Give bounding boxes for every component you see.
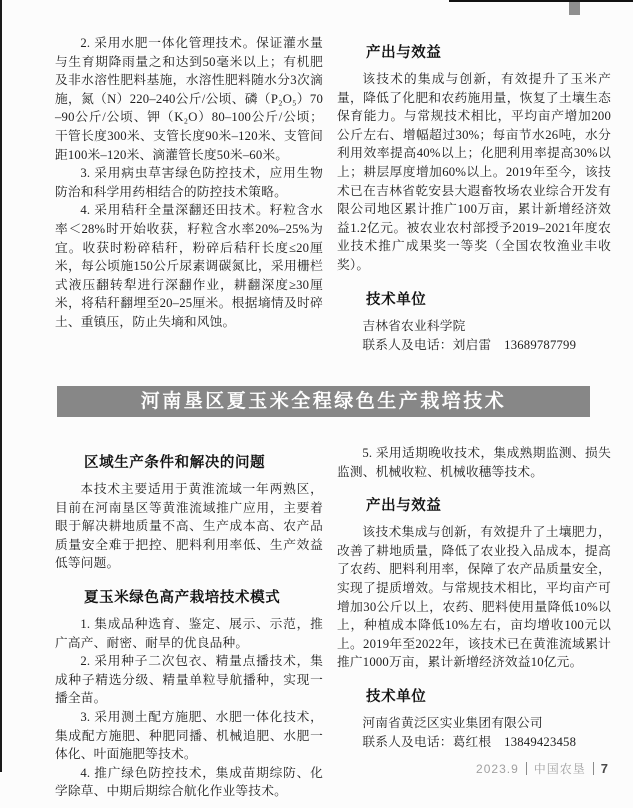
list-item: 2. 采用种子二次包衣、精量点播技术，集成种子精选分级、精量单粒导航播种，实现一播全苗。 [55,654,323,706]
paragraph: 该技术的集成与创新，有效提升了玉米产量，降低了化肥和农药施用量，恢复了土壤生态保育能力。与常规技术相比，平均亩产增加200公斤左右、增幅超过30%；每亩节水26吨，水分利用效率提高40%以上；化肥利用率提高30%以上；耕层厚度增加60%以上。2019年至今，该技术已在吉林省乾安县大遐畜牧场农业综合开发有限公司地区累计推广100万亩，累计新增经济效益1.2亿元。被农业农村部授予2019–2021年度农业技术推广成果奖一等奖（全国农牧渔业丰收奖）。 [337,72,611,272]
technical-unit-heading: 技术单位 [366,688,427,705]
article-title-banner: 河南垦区夏玉米全程绿色生产栽培技术 [57,386,590,417]
output-benefit-heading: 产出与效益 [366,498,442,515]
contact-line: 联系人及电话：葛红根 13849423458 [362,735,577,750]
paragraph: 5. 采用适期晚收技术，集成熟期监测、损失监测、机械收粒、机械收穗等技术。 [337,446,611,479]
bottom-left-column [55,444,323,801]
bottom-article-columns [55,444,611,801]
footer-magazine-name: 中国农垦 [533,762,586,776]
output-benefit-heading: 产出与效益 [366,45,442,61]
paragraph: 4. 采用秸秆全量深翻还田技术。籽粒含水率＜28%时开始收获，籽粒含水率20%–25%为宜。收获时粉碎秸秆，粉碎后秸秆长度≤20厘米，每公顷施150公斤尿素调碳氮比，采用栅栏式液压翻转犁进行深翻作业，耕翻深度≥30厘米，将秸秆翻埋至20–25厘米。根据墒情及时碎土、重镇压，防止失墒和风蚀。 [55,203,323,329]
list-item: 4. 推广绿色防控技术，集成苗期综防、化学除草、中期后期综合航化作业等技术。 [55,765,323,799]
contact-line: 联系人及电话：刘启雷 13689787799 [362,338,577,353]
footer-issue: 2023.9 [476,761,519,776]
top-right-column [337,34,611,356]
footer-divider [593,762,594,775]
list-item: 3. 采用测土配方施肥、水肥一体化技术，集成配方施肥、种肥同播、机械追肥、水肥一体化、叶面施肥等技术。 [55,709,323,762]
paragraph: 本技术主要适用于黄淮流域一年两熟区，目前在河南垦区等黄淮流域推广应用，主要着眼于解决耕地质量不高、生产成本高、农产品质量安全难于把控、肥料利用率低、生产效益低等问题。 [55,482,323,571]
mode-heading: 夏玉米绿色高产栽培技术模式 [84,589,281,606]
paragraph: 3. 采用病虫草害绿色防控技术，应用生物防治和科学用药相结合的防控技术策略。 [55,166,323,199]
footer-divider [526,762,527,775]
paragraph: 该技术集成与创新，有效提升了土壤肥力，改善了耕地质量，降低了农业投入品成本，提高了农药、肥料利用率，保障了农产品质量安全，实现了提质增效。与常规技术相比，平均亩产可增加30公斤以上，农药、肥料使用量降低10%以上，种植成本降低10%左右，亩均增收100元以上。2019年至2022年，该技术已在黄淮流域累计推广1000万亩，累计新增经济效益10亿元。 [337,525,611,670]
footer-page-number: 7 [600,761,609,776]
bottom-right-column [337,444,611,801]
technical-unit-name: 吉林省农业科学院 [362,318,466,333]
top-left-column [55,34,323,356]
scan-edge-top [449,0,633,2]
page-footer [476,760,609,777]
paragraph: 2. 采用水肥一体化管理技术。保证灌水量与生育期降雨量之和达到50毫米以上；有机肥及非水溶性肥料基施，水溶性肥料随水分3次滴施，氮（N）220–240公斤/公顷、磷（P₂O₅）70–90公斤/公顷、钾（K₂O）80–100公斤/公顷；干管长度300米、支管长度90米–120米、支管间距100米–120米、滴灌管长度50米–60米。 [55,36,323,162]
top-article-columns [55,34,611,356]
technical-unit-heading: 技术单位 [366,291,427,308]
conditions-heading: 区域生产条件和解决的问题 [84,455,266,471]
list-item: 1. 集成品种选育、鉴定、展示、示范，推广高产、耐密、耐旱的优良品种。 [55,616,323,650]
scan-edge-left [0,0,2,772]
technical-unit-name: 河南省黄泛区实业集团有限公司 [362,715,543,730]
scan-corner-tab [569,2,580,15]
